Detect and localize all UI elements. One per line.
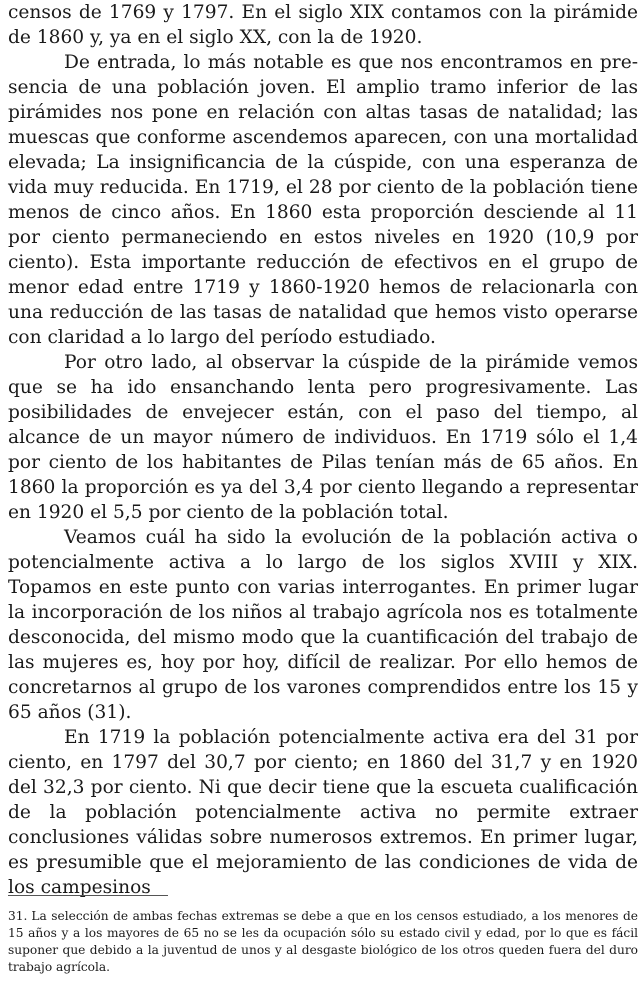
paragraph-3: Por otro lado, al observar la cúspide de la pirámide vemos que se ha ido ensanchando lenta pero progresivamente. Las posibilidades de envejecer están, con el paso del tiempo, al alcance de un mayor número de individuos. En 1719 sólo el 1,4 por ciento de los habitantes de Pilas tenían más de 65 años. En 1860 la proporción es ya del 3,4 por ciento llegando a representar en 1920 el 5,5 por ciento de la población total.	[8, 352, 638, 523]
paragraph-2: De entrada, lo más notable es que nos encontramos en presencia de una población joven. El amplio tramo inferior de las pirámides nos pone en relación con altas tasas de natalidad; las muescas que conforme ascendemos aparecen, con una mortalidad elevada; La insignificancia de la cúspide, con una esperanza de vida muy reducida. En 1719, el 28 por ciento de la población tiene menos de cinco años. En 1860 esta proporción desciende al 11 por ciento permaneciendo en estos niveles en 1920 (10,9 por ciento). Esta importante reducción de efectivos en el grupo de menor edad entre 1719 y 1860-1920 hemos de relacionarla con una reducción de las tasas de natalidad que hemos visto operarse con claridad a lo largo del período estudiado.	[8, 52, 638, 348]
footnote-divider	[8, 895, 168, 896]
footnote-text: La selección de ambas fechas extremas se debe a que en los censos estudiado, a los menores de 15 años y a los mayores de 65 no se les da ocupación sólo su estado civil y edad, por lo que es fácil suponer que debido a la juventud de unos y al desgaste biológico de los otros queden fuera del duro trabajo agrícola.	[8, 909, 638, 974]
paragraph-5: En 1719 la población potencialmente activa era del 31 por ciento, en 1797 del 30,7 por ciento; en 1860 del 31,7 y en 1920 del 32,3 por ciento. Ni que decir tiene que la escueta cualificación de la población potencialmente activa no permite extraer conclusiones válidas sobre numerosos extremos. En primer lugar, es presumible que el mejoramiento de las condiciones de vida de los campesinos	[8, 727, 638, 898]
paragraph-1-continued: censos de 1769 y 1797. En el siglo XIX contamos con la pirámide de 1860 y, ya en el siglo XX, con la de 1920.	[8, 2, 638, 48]
paragraph-4: Veamos cuál ha sido la evolución de la población activa o potencialmente activa a lo largo de los siglos XVIII y XIX. Topamos en este punto con varias interrogantes. En primer lugar la incorporación de los niños al trabajo agrícola nos es totalmente desconocida, del mismo modo que la cuantificación del trabajo de las mujeres es, hoy por hoy, difícil de realizar. Por ello hemos de concretarnos al grupo de los varones comprendidos entre los 15 y 65 años (31).	[8, 527, 638, 723]
footnote-31	[8, 908, 638, 976]
document-page	[8, 0, 638, 974]
footnote-number: 31.	[8, 909, 28, 923]
